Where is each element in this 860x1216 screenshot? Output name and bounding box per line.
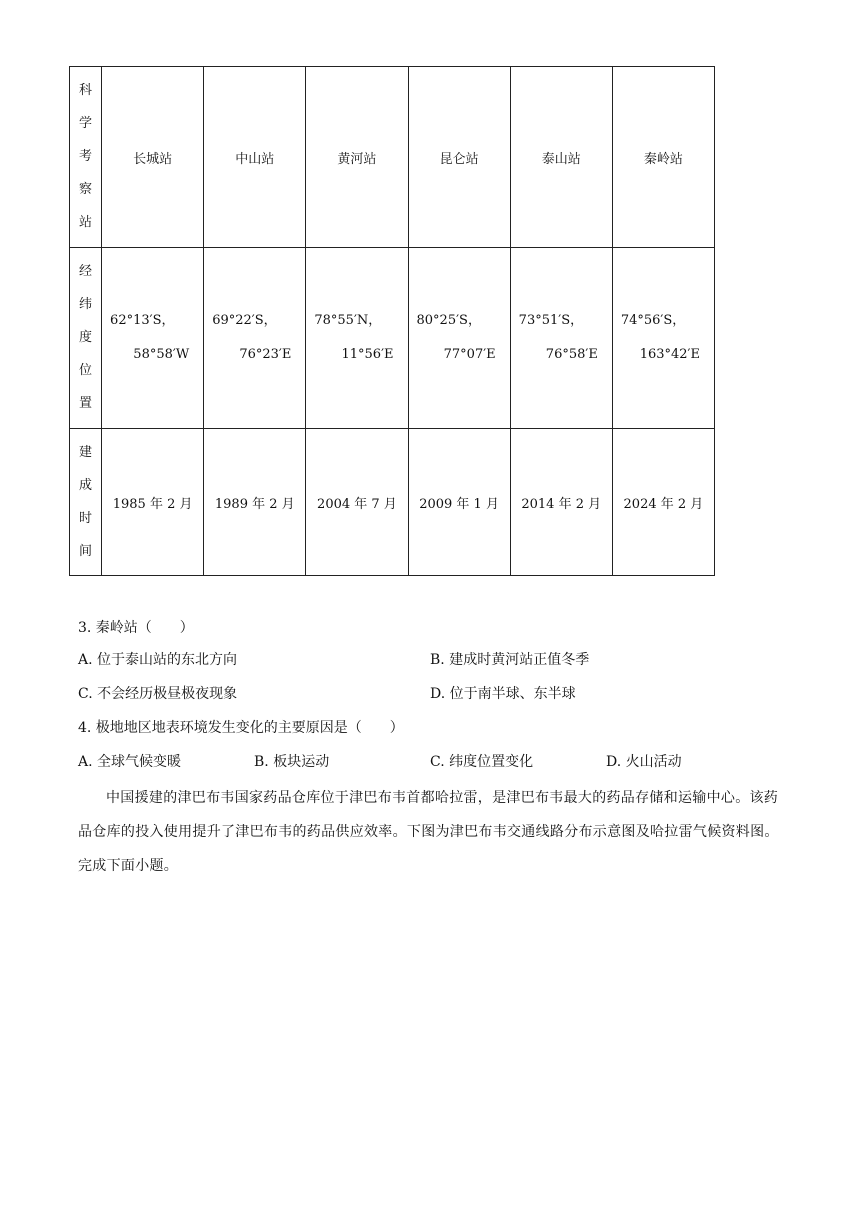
row-header-char: 站 [79,215,93,230]
row-header-char: 经 [79,264,93,279]
question-4-option-b: B. 板块运动 [254,754,330,770]
question-3-option-d: D. 位于南半球、东半球 [430,686,576,702]
coordinate-cell [306,248,408,429]
built-time-cell: 2024 年 2 月 [612,429,714,576]
longitude-text: 163°42′E [639,347,700,362]
row-header-char: 置 [79,396,93,411]
latitude-text: 80°25′S， [416,313,481,328]
coordinate-cell [204,248,306,429]
row-header-char: 学 [79,116,93,131]
question-4-option-d: D. 火山活动 [606,754,682,770]
station-name-cell: 秦岭站 [612,67,714,248]
longitude-text: 11°56′E [341,347,394,362]
built-time-cell: 1989 年 2 月 [204,429,306,576]
table-row-station-name [70,67,715,248]
built-time-cell: 2009 年 1 月 [408,429,510,576]
station-name-cell: 泰山站 [510,67,612,248]
question-3-option-a: A. 位于泰山站的东北方向 [78,652,238,668]
row-header-char: 间 [79,543,93,559]
question-4-option-a: A. 全球气候变暖 [78,754,182,770]
station-table [69,66,715,576]
station-name-cell: 昆仑站 [408,67,510,248]
row-header-station [70,67,102,248]
built-time-cell: 2014 年 2 月 [510,429,612,576]
row-header-char: 度 [79,330,93,345]
row-header-char: 纬 [79,297,93,312]
built-time-cell: 2004 年 7 月 [306,429,408,576]
longitude-text: 76°23′E [239,347,292,362]
question-3-title: 3. 秦岭站（ ） [78,620,194,636]
built-time-cell: 1985 年 2 月 [102,429,204,576]
coordinate-cell [510,248,612,429]
row-header-char: 考 [79,149,93,164]
station-name-cell: 中山站 [204,67,306,248]
table-row-coordinates [70,248,715,429]
question-4-option-c: C. 纬度位置变化 [430,754,534,770]
row-header-char: 科 [79,83,93,98]
row-header-char: 成 [79,477,93,493]
longitude-text: 58°58′W [133,347,190,362]
station-name-cell: 长城站 [102,67,204,248]
coordinate-cell [612,248,714,429]
question-3-option-b: B. 建成时黄河站正值冬季 [430,652,590,668]
latitude-text: 78°55′N， [314,313,382,328]
latitude-text: 69°22′S， [212,313,277,328]
row-header-char: 察 [79,182,93,197]
latitude-text: 74°56′S， [620,313,686,328]
row-header-coordinates [70,248,102,429]
longitude-text: 76°58′E [545,347,598,362]
latitude-text: 62°13′S， [110,313,175,328]
row-header-char: 建 [79,444,93,460]
passage-text: 中国援建的津巴布韦国家药品仓库位于津巴布韦首都哈拉雷，是津巴布韦最大的药品存储和运输中心。该药品仓库的投入使用提升了津巴布韦的药品供应效率。下图为津巴布韦交通线路分布示意图及哈拉雷气候资料图。完成下面小题。 [78,790,779,874]
row-header-built [70,429,102,576]
row-header-char: 位 [79,363,93,378]
question-4-title: 4. 极地地区地表环境发生变化的主要原因是（ ） [78,720,404,736]
table-row-built-time [70,429,715,576]
coordinate-cell [102,248,204,429]
coordinate-cell [408,248,510,429]
row-header-char: 时 [79,510,93,526]
question-3-option-c: C. 不会经历极昼极夜现象 [78,686,238,702]
station-name-cell: 黄河站 [306,67,408,248]
latitude-text: 73°51′S， [518,313,584,328]
longitude-text: 77°07′E [443,347,496,362]
